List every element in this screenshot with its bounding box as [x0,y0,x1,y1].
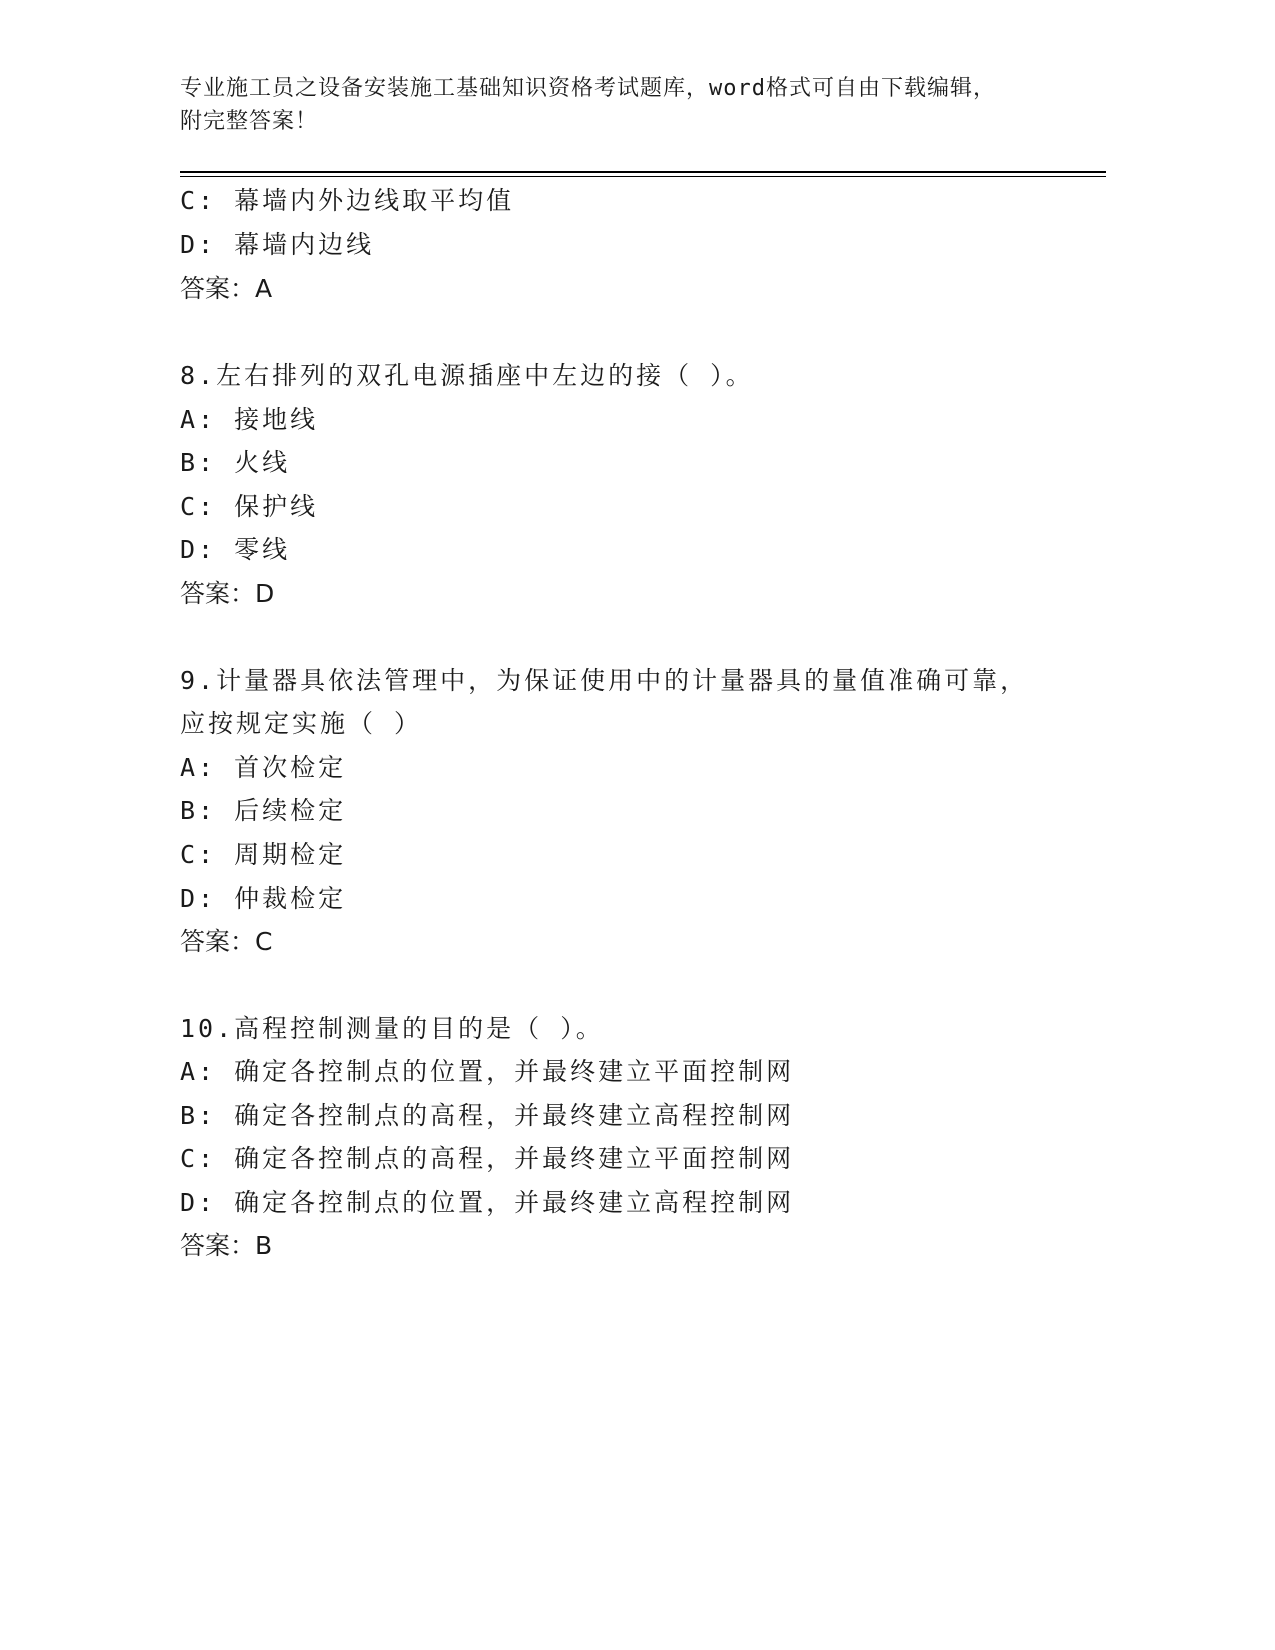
prev-option-d: D: 幕墙内边线 [180,230,375,259]
q9-option-c: C: 周期检定 [180,840,347,869]
q8-option-b: B: 火线 [180,448,291,477]
q10-option-d: D: 确定各控制点的位置，并最终建立高程控制网 [180,1188,795,1217]
q10-option-c: C: 确定各控制点的高程，并最终建立平面控制网 [180,1144,795,1173]
q8-option-c: C: 保护线 [180,492,319,521]
q9-stem-line-2: 应按规定实施（ ） [180,709,423,738]
prev-answer: 答案：A [180,274,273,303]
q9-answer: 答案：C [180,927,273,956]
q8-option-a: A: 接地线 [180,405,319,434]
q8-option-d: D: 零线 [180,535,291,564]
q10-option-b: B: 确定各控制点的高程，并最终建立高程控制网 [180,1101,795,1130]
q9-option-a: A: 首次检定 [180,753,347,782]
q10-answer: 答案：B [180,1231,273,1260]
header-line-1: 专业施工员之设备安装施工基础知识资格考试题库，word格式可自由下载编辑， [180,76,996,101]
header-line-2: 附完整答案！ [180,109,319,134]
q10-stem: 10.高程控制测量的目的是（ ）。 [180,1014,604,1043]
header-divider-thin [180,176,1106,177]
q9-option-b: B: 后续检定 [180,796,347,825]
q10-option-a: A: 确定各控制点的位置，并最终建立平面控制网 [180,1057,795,1086]
prev-option-c: C: 幕墙内外边线取平均值 [180,186,515,215]
header-divider-thick [180,171,1106,173]
q8-stem: 8.左右排列的双孔电源插座中左边的接（ ）。 [180,361,754,390]
q9-option-d: D: 仲裁检定 [180,884,347,913]
q8-answer: 答案：D [180,579,275,608]
document-header [180,72,1060,138]
q9-stem-line-1: 9.计量器具依法管理中，为保证使用中的计量器具的量值准确可靠， [180,666,1029,695]
